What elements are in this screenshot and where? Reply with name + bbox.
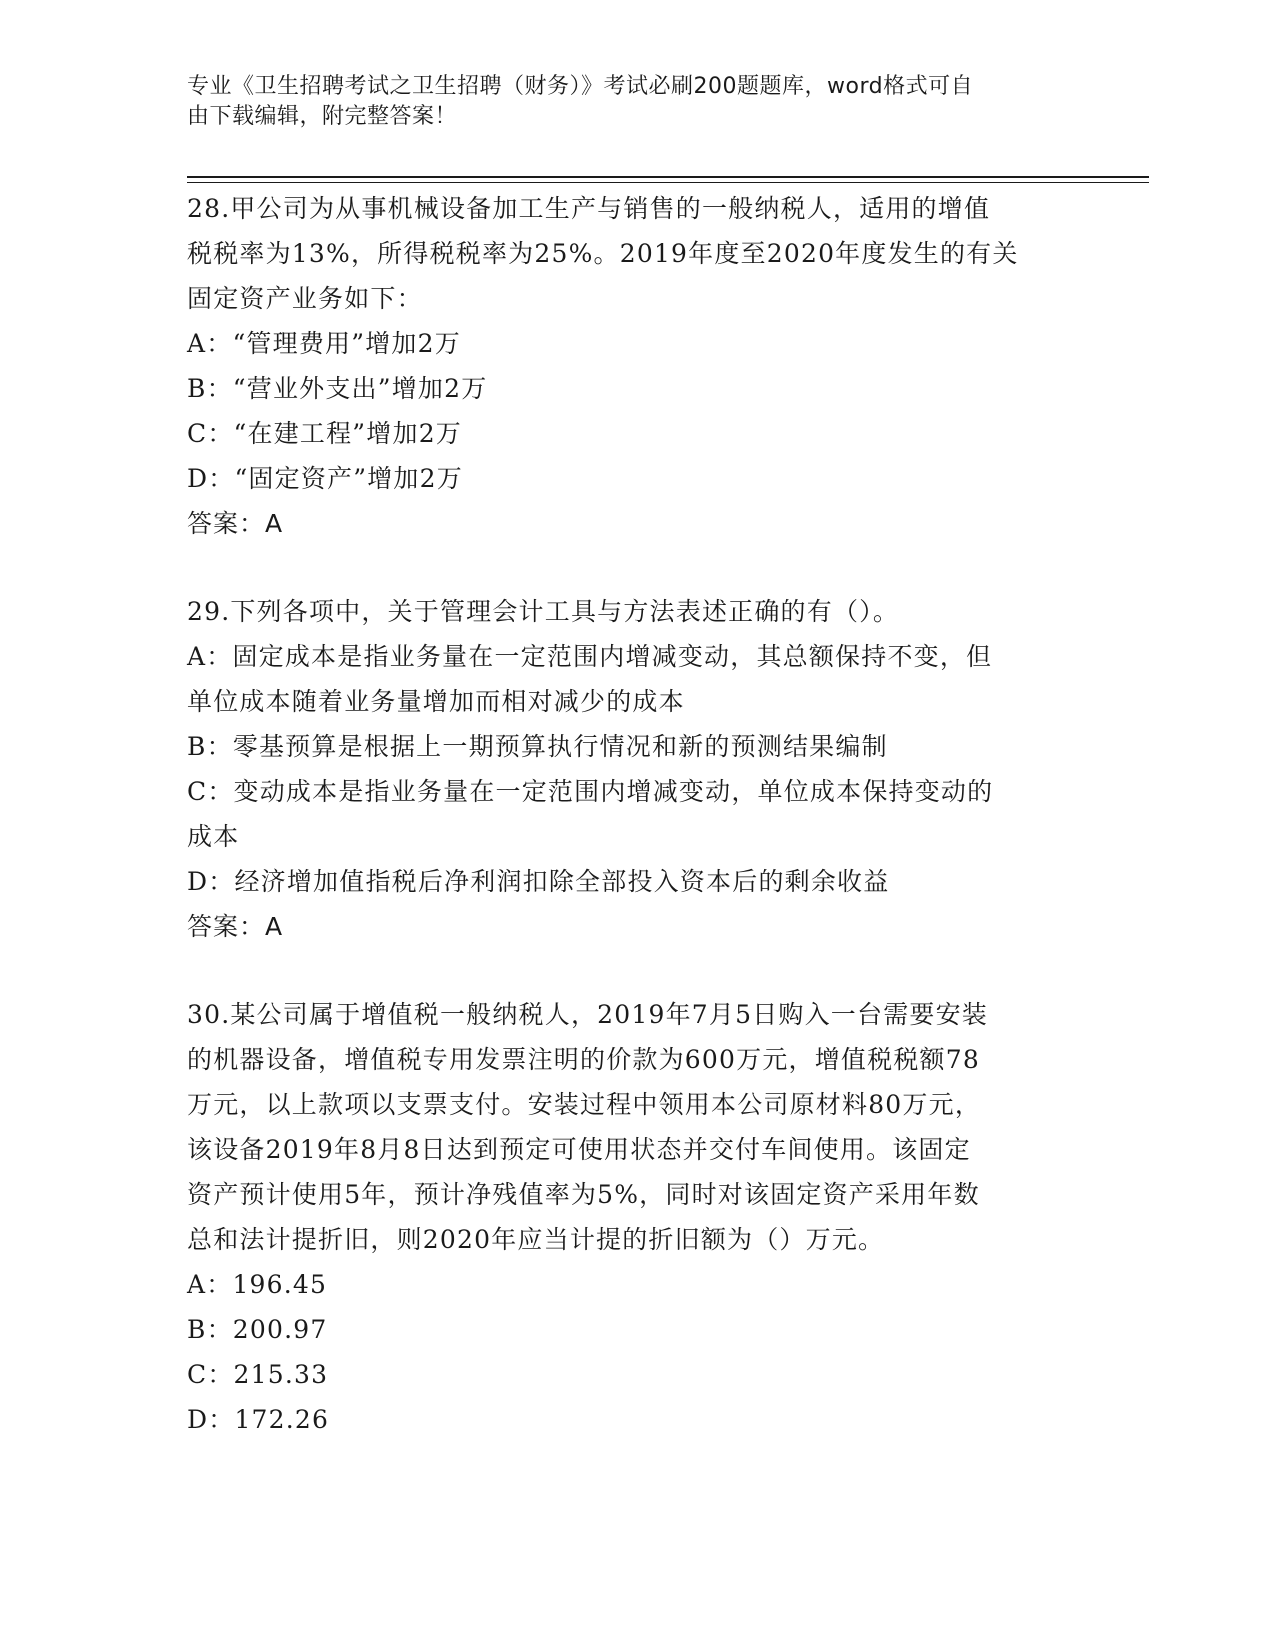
option-line: D：172.26 [187,1405,330,1434]
question-block [187,992,1077,1442]
question-stem-line: 30.某公司属于增值税一般纳税人，2019年7月5日购入一台需要安装 [187,1000,988,1029]
answer-line: 答案：A [187,509,284,538]
question-stem-line: 的机器设备，增值税专用发票注明的价款为600万元，增值税税额78 [187,1045,980,1074]
header-divider-thick [187,176,1149,178]
question-stem-line: 资产预计使用5年，预计净残值率为5%，同时对该固定资产采用年数 [187,1180,980,1209]
question-stem-line: 总和法计提折旧，则2020年应当计提的折旧额为（）万元。 [187,1225,885,1254]
question-stem-line: 税税率为13%，所得税税率为25%。2019年度至2020年度发生的有关 [187,239,1019,268]
question-list [187,186,1077,1484]
option-line: D：“固定资产”增加2万 [187,464,463,493]
question-stem-line: 28.甲公司为从事机械设备加工生产与销售的一般纳税人，适用的增值 [187,194,991,223]
question-block [187,186,1077,547]
option-line: A：“管理费用”增加2万 [187,329,461,358]
document-header [187,72,1067,132]
option-line: D：经济增加值指税后净利润扣除全部投入资本后的剩余收益 [187,867,890,896]
option-line: B：200.97 [187,1315,328,1344]
option-line: C：215.33 [187,1360,329,1389]
question-stem-line: 万元，以上款项以支票支付。安装过程中领用本公司原材料80万元， [187,1090,982,1119]
question-stem-line: 29.下列各项中，关于管理会计工具与方法表述正确的有（）。 [187,597,900,626]
option-line: B：零基预算是根据上一期预算执行情况和新的预测结果编制 [187,732,888,761]
header-line-1: 专业《卫生招聘考试之卫生招聘（财务）》考试必刷200题题库，word格式可自 [187,74,974,99]
header-line-2: 由下载编辑，附完整答案！ [187,104,458,129]
question-block [187,589,1077,950]
option-line: C：变动成本是指业务量在一定范围内增减变动，单位成本保持变动的 [187,777,994,806]
option-line: A：固定成本是指业务量在一定范围内增减变动，其总额保持不变，但 [187,642,993,671]
option-line: C：“在建工程”增加2万 [187,419,462,448]
option-line: A：196.45 [187,1270,328,1299]
option-line: B：“营业外支出”增加2万 [187,374,488,403]
option-line: 单位成本随着业务量增加而相对减少的成本 [187,687,685,716]
header-divider-thin [187,182,1149,183]
question-stem-line: 固定资产业务如下： [187,284,423,313]
option-line: 成本 [187,822,240,851]
question-stem-line: 该设备2019年8月8日达到预定可使用状态并交付车间使用。该固定 [187,1135,971,1164]
answer-line: 答案：A [187,912,284,941]
